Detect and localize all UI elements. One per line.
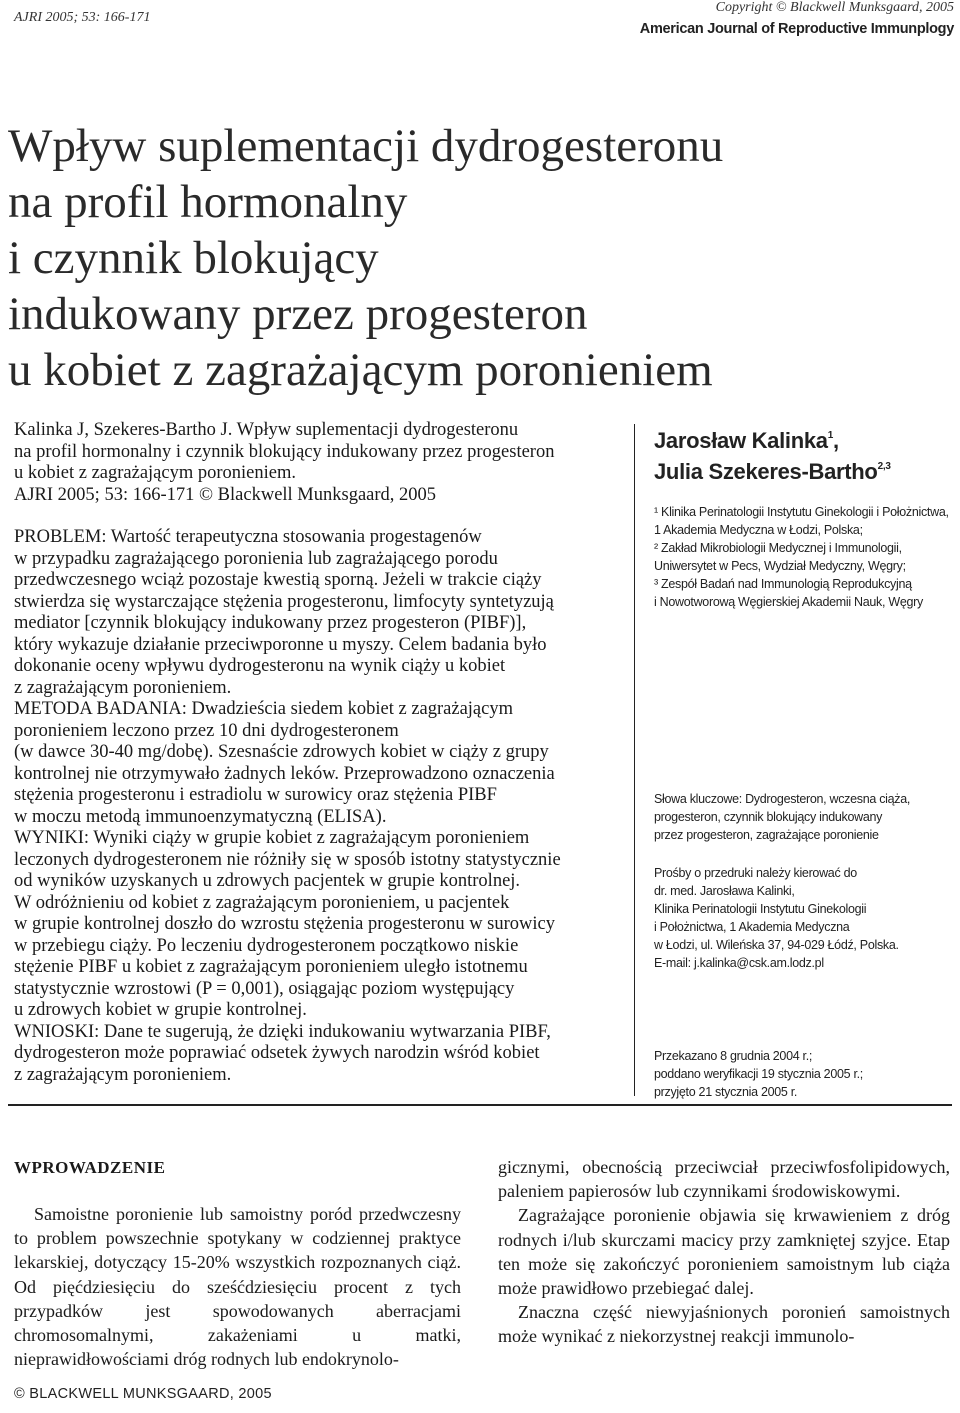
abstract-line: u zdrowych kobiet w grupie kontrolnej. [14,1000,307,1020]
author-affil-mark: 2,3 [877,461,891,472]
abstract-line: stężenie PIBF u kobiet z zagrażającym poronieniem uległo istotnemu [14,957,528,977]
keywords-line: przez progesteron, zagrażające poronienie [654,828,879,842]
section-heading: WPROWADZENIE [14,1158,166,1177]
author-list [654,423,954,485]
keywords [654,790,954,844]
running-citation: AJRI 2005; 53: 166-171 [14,10,151,25]
abstract-line: WNIOSKI: Dane te sugerują, że dzięki indukowaniu wytwarzania PIBF, [14,1021,551,1042]
title-line: i czynnik blokujący [8,232,379,284]
journal-name: American Journal of Reproductive Immunplogy [639,21,954,37]
body-paragraph: Znaczna część niewyjaśnionych poronień samoistnych może wynikać z niekorzystnej reakcji immunolo- [498,1302,950,1347]
abstract-line: METODA BADANIA: Dwadzieścia siedem kobiet z zagrażającym [14,699,513,719]
date-line: przyjęto 21 stycznia 2005 r. [654,1085,798,1099]
copyright-line: Copyright © Blackwell Munksgaard, 2005 [715,0,954,15]
abstract-line: statystycznie wzrostowi (P = 0,001), osiągając poziom występujący [14,978,515,999]
abstract-line: AJRI 2005; 53: 166-171 © Blackwell Munksgaard, 2005 [14,484,437,505]
abstract-line: mediator [czynnik blokujący indukowany przez progesteron (PIBF)], [14,613,527,633]
body-column-left [14,1202,461,1371]
body-paragraph: gicznymi, obecnością przeciwciał przeciwfosfolipidowych, paleniem papierosów lub czynnikami środowiskowymi. [498,1157,950,1202]
affiliation-line: Uniwersytet w Pecs, Wydział Medyczny, Węgry; [654,559,906,573]
abstract-line: u kobiet z zagrażającym poronieniem. [14,463,296,483]
abstract-line: który wykazuje działanie przeciwporonne u myszy. Celem badania było [14,634,547,655]
abstract-body [14,527,630,1086]
abstract-line: leczonych dydrogesteronem nie różniły się w sposób istotny statystycznie [14,849,561,870]
title-line: indukowany przez progesteron [8,288,588,340]
abstract-line: poronieniem leczono przez 10 dni dydrogesteronem [14,720,399,741]
affiliations [654,503,954,611]
affiliation-line: ² Zakład Mikrobiologii Medycznej i Immunologii, [654,541,902,555]
abstract-line: od wyników uzyskanych u zdrowych pacjentek w grupie kontrolnej. [14,871,521,891]
reprint-line: i Położnictwa, 1 Akademia Medyczna [654,920,850,934]
abstract-line: Kalinka J, Szekeres-Bartho J. Wpływ suplementacji dydrogesteronu [14,420,519,440]
title-line: Wpływ suplementacji dydrogesteronu [8,120,724,172]
abstract-line: w moczu metodą immunoenzymatyczną (ELISA). [14,806,387,827]
abstract-line: z zagrażającym poronieniem. [14,677,232,698]
title-line: na profil hormonalny [8,176,408,228]
date-line: poddano weryfikacji 19 stycznia 2005 r.; [654,1067,863,1081]
article-title [8,118,948,398]
title-line: u kobiet z zagrażającym poronieniem [8,344,713,396]
body-paragraph: Samoistne poronienie lub samoistny poród przedwczesny to problem powszechnie spotykany w codziennej praktyce lekarskiej, dotyczący 15-20% wszystkich rozpoznanych ciąż. Od pięćdziesięciu do sześćdziesięciu procent z tych przypadków jest spowodowanych aberracjami chromosomalnymi, zakażeniami u matki, nieprawidłowościami dróg rodnych lub endokrynolo- [14,1204,461,1370]
date-line: Przekazano 8 grudnia 2004 r.; [654,1049,813,1063]
abstract-line: przedwczesnego wciąż pozostaje kwestią sporną. Jeżeli w trakcie ciąży [14,570,542,590]
reprint-line: dr. med. Jarosława Kalinki, [654,884,795,898]
abstract-line: stwierdza się wystarczające stężenia progesteronu, limfocyty syntetyzują [14,591,554,612]
section-divider [8,1104,952,1106]
keywords-line: Słowa kluczowe: Dydrogesteron, wczesna ciąża, [654,792,911,806]
keywords-line: progesteron, czynnik blokujący indukowany [654,810,883,824]
affiliation-line: 1 Akademia Medyczna w Łodzi, Polska; [654,523,863,537]
abstract-line: WYNIKI: Wyniki ciąży w grupie kobiet z zagrażającym poronieniem [14,828,530,848]
body-column-right [498,1155,950,1349]
author-name: Julia Szekeres-Bartho [654,459,878,484]
reprint-line: w Łodzi, ul. Wileńska 37, 94-029 Łódź, Polska. [654,938,899,952]
abstract-line: z zagrażającym poronieniem. [14,1064,232,1085]
abstract-line: dydrogesteron może poprawiać odsetek żywych narodzin wśród kobiet [14,1043,540,1063]
abstract-line: W odróżnieniu od kobiet z zagrażającym poronieniem, u pacjentek [14,892,510,913]
reprint-line: Prośby o przedruki należy kierować do [654,866,857,880]
affiliation-line: ¹ Klinika Perinatologii Instytutu Ginekologii i Położnictwa, [654,505,949,519]
abstract-line: PROBLEM: Wartość terapeutyczna stosowania progestagenów [14,527,482,547]
abstract-line: (w dawce 30-40 mg/dobę). Szesnaście zdrowych kobiet w ciąży z grupy [14,742,549,762]
author-name: Jarosław Kalinka [654,428,828,453]
author-separator: , [833,428,839,453]
abstract-line: stężenia progesteronu i estradiolu w surowicy oraz stężenia PIBF [14,785,497,805]
abstract-line: kontrolnej nie otrzymywało żadnych leków. Przeprowadzono oznaczenia [14,763,555,784]
reprint-line: Klinika Perinatologii Instytutu Ginekologii [654,902,867,916]
abstract-line: w przypadku zagrażającego poronienia lub zagrażającego porodu [14,548,498,569]
affiliation-line: ³ Zespół Badań nad Immunologią Reprodukcyjną [654,577,912,591]
abstract-line: na profil hormonalny i czynnik blokujący indukowany przez progesteron [14,441,555,462]
page-footer: © BLACKWELL MUNKSGAARD, 2005 [14,1386,272,1402]
submission-dates [654,1047,954,1101]
author-affil-mark: 1 [827,430,834,441]
abstract-line: w przebiegu ciąży. Po leczeniu dydrogesteronem początkowo niskie [14,935,519,956]
column-divider [634,424,635,1096]
reprint-requests [654,864,954,972]
abstract-citation [14,420,630,506]
abstract-line: dokonanie oceny wpływu dydrogesteronu na wynik ciąży u kobiet [14,656,506,676]
affiliation-line: i Nowotworową Węgierskiej Akademii Nauk, Węgry [654,595,923,609]
abstract-line: w grupie kontrolnej doszło do wzrostu stężenia progesteronu w surowicy [14,914,555,934]
body-paragraph: Zagrażające poronienie objawia się krwawieniem z dróg rodnych i/lub skurczami macicy przy zamkniętej szyjce. Etap ten może się zakończyć poronieniem samoistnym lub ciąża może prawidłowo przebiegać dalej. [498,1205,950,1299]
abstract [14,420,630,1086]
reprint-email[interactable]: E-mail: j.kalinka@csk.am.lodz.pl [654,956,824,970]
